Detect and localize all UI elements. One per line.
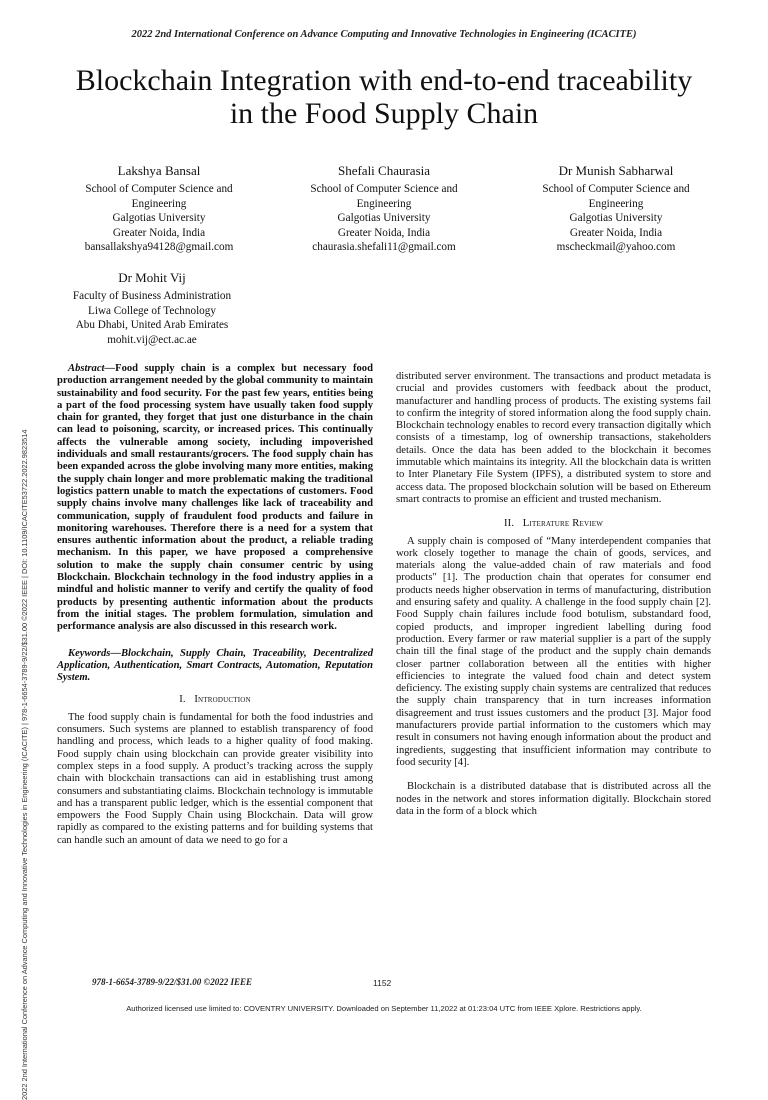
body-paragraph: Blockchain is a distributed database that is distributed across all the nodes in the network and stores information digitally. Blockchain stored data in the form of a block which bbox=[396, 781, 711, 817]
author-email: bansallakshya94128@gmail.com bbox=[84, 241, 234, 253]
author-block bbox=[511, 163, 721, 255]
abstract-lead: Abstract— bbox=[68, 363, 116, 374]
author-email: mscheckmail@yahoo.com bbox=[556, 241, 676, 253]
author-name: Lakshya Bansal bbox=[117, 163, 201, 178]
section-title: Introduction bbox=[194, 694, 251, 706]
section-heading bbox=[396, 518, 711, 530]
right-column bbox=[396, 371, 711, 818]
section-heading bbox=[57, 694, 373, 706]
author-block bbox=[54, 163, 264, 255]
author-affiliation: Greater Noida, India bbox=[337, 226, 431, 239]
abstract bbox=[57, 363, 373, 634]
author-name: Dr Munish Sabharwal bbox=[558, 163, 674, 178]
author-block bbox=[279, 163, 489, 255]
author-affiliation: Faculty of Business Administration bbox=[72, 290, 232, 302]
author-affiliation: Abu Dhabi, United Arab Emirates bbox=[75, 319, 229, 331]
author-affiliation: Greater Noida, India bbox=[569, 226, 663, 239]
section-number: I. bbox=[179, 694, 186, 706]
section-title: Literature Review bbox=[522, 518, 604, 530]
intro-paragraph: The food supply chain is fundamental for both the food industries and consumers. Such systems are planned to establish transparency of food handling and process, which leads to a higher quality of food making. Food supply chain using blockchain can provide greater visibility into complex steps in a food supply. A product’s tracking across the supply chain with blockchain transactions can aid in establishing trust among consumers and substantiating claims. Blockchain technology is immutable and has a transparent public ledger, which is the essential component that empowers the Food Supply Chain using Blockchain. Data will grow rapidly as compared to the existing patterns and for building systems that can handle such an amount of data we need to go for a bbox=[57, 711, 373, 846]
author-block bbox=[47, 270, 257, 347]
left-column bbox=[57, 363, 373, 847]
paper-title-line2: in the Food Supply Chain bbox=[229, 97, 539, 130]
section-number: II. bbox=[503, 518, 515, 530]
keywords: Keywords—Blockchain, Supply Chain, Traceability, Decentralized Application, Authentication, Smart Contracts, Automation, Reputation System. bbox=[57, 647, 373, 684]
author-affiliation: Galgotias University bbox=[112, 212, 206, 224]
body-paragraph: distributed server environment. The transactions and product metadata is crucial and provides customers with feedback about the product, manufacturer and handling process of products. The existing systems fail to confirm the integrity of stored information along the food supply chain. Blockchain technology enables to record every transaction digitally which consists of a timestamp, log of ownership transactions, stakeholders details. Once the data has been added to the blockchain it becomes immutable which maintains its integrity. All the blockchain data is written to Inter Planetary File System (IPFS), a distributed system to store and access data. The proposed blockchain solution will be based on Ethereum smart contracts to promise an efficient and trusted mechanism. bbox=[396, 371, 711, 505]
paper-title bbox=[40, 64, 728, 130]
author-affiliation: Galgotias University bbox=[337, 212, 431, 224]
body-paragraph: A supply chain is composed of “Many interdependent companies that work closely together to manage the chain of goods, services, and materials along the value-added chain of raw materials and food products" [1]. The production chain that operates for consumer end products needs higher observation in terms of manufacturing, distribution and ensuring safety and quality. A challenge in the food supply chain [2]. Food Supply chain failures include food botulism, substandard food, copied products, and improper ingredient labelling during food production. Every farmer or raw material supplier is a part of the supply chain till the final stage of the product and the supply chain demands closer partner collaboration between all the entities with higher efficiencies to integrate the valued food chain and detect system deficiency. The existing supply chain systems are centralized that reduces the supply chain transparency that in turn increases information disagreement and trust issues customers and the product [3]. Major food manufacturers provide partial information to the customers which may result in consumers not having enough information about the product and ingredients, suggesting that insufficient information may contribute to food security [4]. bbox=[396, 535, 711, 768]
page-number: 1152 bbox=[373, 978, 392, 988]
author-affiliation: Greater Noida, India bbox=[112, 226, 206, 239]
author-affiliation: School of Computer Science and bbox=[310, 183, 458, 195]
author-affiliation: Galgotias University bbox=[569, 212, 663, 224]
author-affiliation: Engineering bbox=[131, 197, 187, 210]
author-name: Dr Mohit Vij bbox=[118, 270, 186, 285]
author-affiliation: Liwa College of Technology bbox=[88, 304, 216, 317]
abstract-text: Food supply chain is a complex but necessary food production arrangement needed by the global community to maintain sustainability and food security. For the past few years, entities being a part of the food processing system have usually taken food supply chain for granted, they forget that just one disturbance in the chain can lead to poisoning, scarcity, or increased prices. This continually affects the vulnerable among society, including impoverished individuals and small restaurants/grocers. The food supply chain has been expanded across the globe involving many more entities, making the supply chain longer and more problematic making the traditional logistics pattern unable to match the expectations of customers. Food supply chains involve many challenges like lack of traceability and communication, supply of fraudulent food products and failure in monitoring warehouses. Therefore there is a need for a system that ensures authentic information about the product, a reliable trading mechanism. In this paper, we have proposed a comprehensive solution to make the supply chain consumer centric by using Blockchain. Blockchain technology in the food industry applies in a mindful and holistic manner to verify and certify the quality of food products by presenting authentic information about the products from the initial stages. The problem formulation, simulation and performance analysis are also discussed in this research work. bbox=[57, 363, 373, 633]
author-name: Shefali Chaurasia bbox=[337, 163, 431, 178]
paper-title-line1: Blockchain Integration with end-to-end traceability bbox=[75, 64, 693, 97]
footer-isbn: 978-1-6654-3789-9/22/$31.00 ©2022 IEEE bbox=[92, 977, 252, 987]
author-affiliation: Engineering bbox=[588, 197, 644, 210]
author-affiliation: Engineering bbox=[356, 197, 412, 210]
author-email: mohit.vij@ect.ac.ae bbox=[107, 333, 197, 346]
authorized-use-notice: Authorized licensed use limited to: COVENTRY UNIVERSITY. Downloaded on September 11,2022 at 01:23:04 UTC from IEEE Xplore. Restrictions apply. bbox=[126, 1004, 642, 1013]
author-affiliation: School of Computer Science and bbox=[542, 183, 690, 195]
author-email: chaurasia.shefali11@gmail.com bbox=[312, 241, 456, 253]
conference-header: 2022 2nd International Conference on Advance Computing and Innovative Technologies in Engineering (ICACITE) bbox=[131, 29, 637, 40]
author-affiliation: School of Computer Science and bbox=[85, 183, 233, 195]
side-note-text: 2022 2nd International Conference on Advance Computing and Innovative Technologies in Engineering (ICACITE) | 978-1-6654-3789-9/22/$31.00 ©2022 IEEE | DOI: 10.1109/ICACITE53722.2022.9823514 bbox=[20, 429, 29, 1100]
